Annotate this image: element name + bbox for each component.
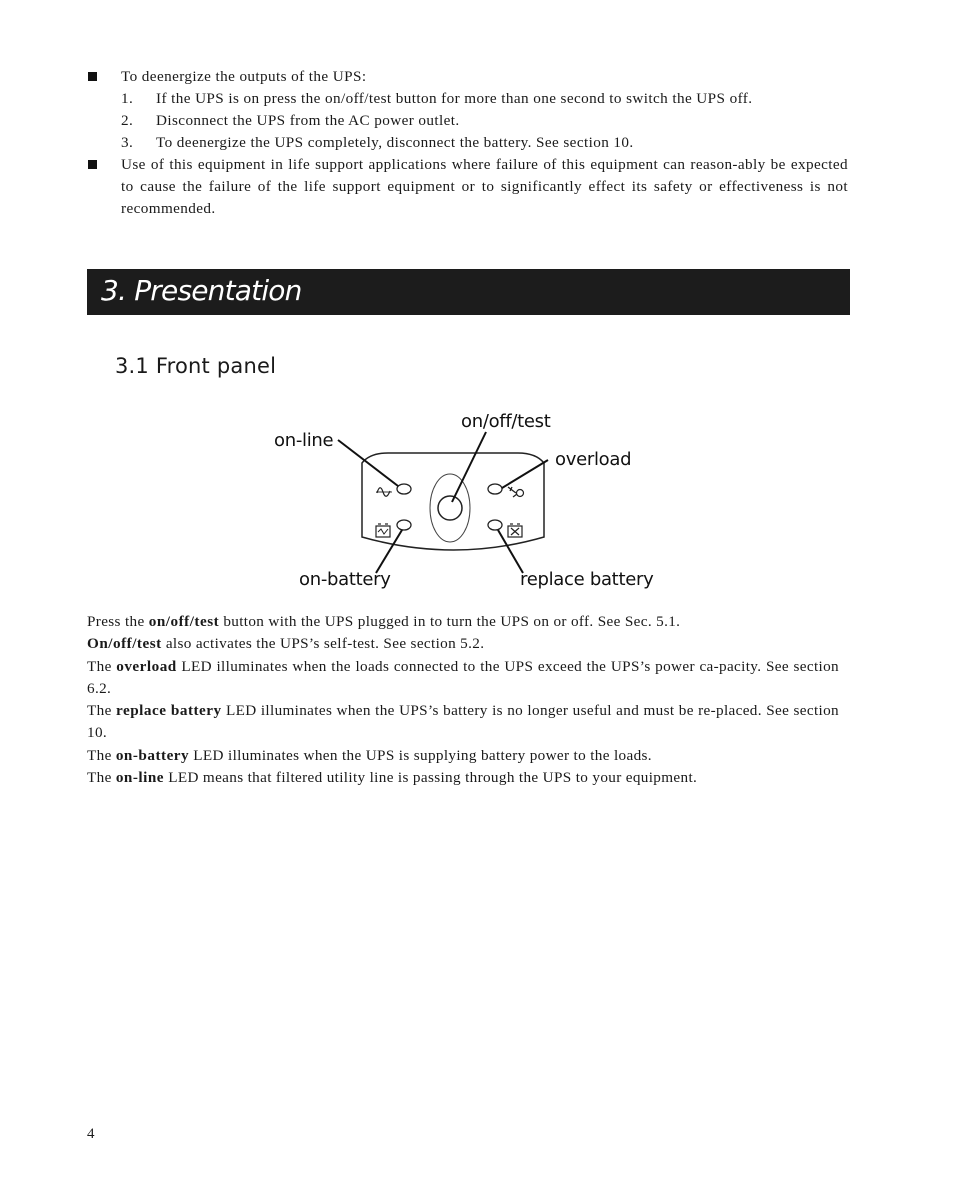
callout-on-off-test <box>452 432 486 502</box>
bullet-text: Use of this equipment in life support applications where failure of this equipment can reason-ably be expected to cause the failure of the life support equipment or to significantly effect its safety or effectiveness is not recommended. <box>121 156 848 217</box>
paragraph-text: The <box>87 769 116 787</box>
label-on-line: on-line <box>274 430 334 451</box>
bullet-item-life-support <box>86 154 848 220</box>
paragraph-text: LED illuminates when the UPS’s battery is no longer useful and must be re-placed. See section 10. <box>87 702 839 742</box>
paragraph-text: also activates the UPS’s self-test. See section 5.2. <box>161 635 485 653</box>
on-line-led <box>397 484 411 494</box>
on-off-test-button <box>438 496 462 520</box>
bold-term: on-battery <box>115 746 190 764</box>
step-number: 1. <box>121 90 134 107</box>
paragraph-text: The <box>87 657 117 675</box>
paragraph-text: The <box>87 746 116 764</box>
callout-on-line <box>338 440 398 486</box>
paragraph-text: LED means that filtered utility line is passing through the UPS to your equipment. <box>164 769 698 787</box>
sine-wave-icon <box>376 488 392 497</box>
bold-term: overload <box>116 657 177 675</box>
bold-term: On/off/test <box>87 635 162 653</box>
overload-led <box>488 484 502 494</box>
step-text: If the UPS is on press the on/off/test button for more than one second to switch the UPS off. <box>156 90 753 107</box>
replace-battery-icon <box>508 524 522 537</box>
step-number: 2. <box>121 112 134 129</box>
square-bullet-icon <box>88 160 97 169</box>
label-overload: overload <box>555 449 632 470</box>
paragraph-on-line <box>87 767 839 789</box>
overload-icon <box>508 487 524 497</box>
step-item <box>86 132 848 154</box>
square-bullet-icon <box>88 72 97 81</box>
battery-icon <box>376 524 390 537</box>
callout-overload <box>502 460 548 488</box>
paragraph-text: The <box>87 702 116 720</box>
label-replace-battery: replace battery <box>520 569 654 590</box>
bold-term: on/off/test <box>148 613 220 630</box>
label-on-off-test: on/off/test <box>461 411 551 432</box>
bold-term: replace battery <box>115 702 222 720</box>
step-item <box>86 110 848 132</box>
safety-bullet-list <box>86 66 848 220</box>
paragraph-self-test <box>87 633 839 655</box>
replace-battery-led <box>488 520 502 530</box>
paragraph-text: LED illuminates when the UPS is supplying battery power to the loads. <box>189 746 652 764</box>
page-number: 4 <box>87 1126 95 1142</box>
paragraph-on-off-test <box>87 611 839 633</box>
subsection-title: 3.1 Front panel <box>115 354 277 378</box>
step-number: 3. <box>121 134 134 151</box>
paragraph-text: button with the UPS plugged in to turn the UPS on or off. See Sec. 5.1. <box>219 613 681 630</box>
paragraph-overload <box>87 656 839 701</box>
paragraph-text: Press the <box>87 613 149 630</box>
paragraph-replace-battery <box>87 700 839 745</box>
description-paragraphs <box>87 611 839 789</box>
bullet-item-deenergize <box>86 66 848 88</box>
bold-term: on-line <box>115 769 165 787</box>
section-title: 3. Presentation <box>101 274 302 307</box>
step-text: To deenergize the UPS completely, disconnect the battery. See section 10. <box>156 134 634 151</box>
paragraph-text: LED illuminates when the loads connected to the UPS exceed the UPS’s power ca-pacity. See section 6.2. <box>87 657 839 697</box>
front-panel-diagram <box>270 405 680 600</box>
on-battery-led <box>397 520 411 530</box>
paragraph-on-battery <box>87 745 839 767</box>
label-on-battery: on-battery <box>299 569 391 590</box>
section-banner <box>87 269 850 315</box>
step-text: Disconnect the UPS from the AC power outlet. <box>156 112 460 129</box>
step-item <box>86 88 848 110</box>
bullet-text: To deenergize the outputs of the UPS: <box>121 68 367 85</box>
